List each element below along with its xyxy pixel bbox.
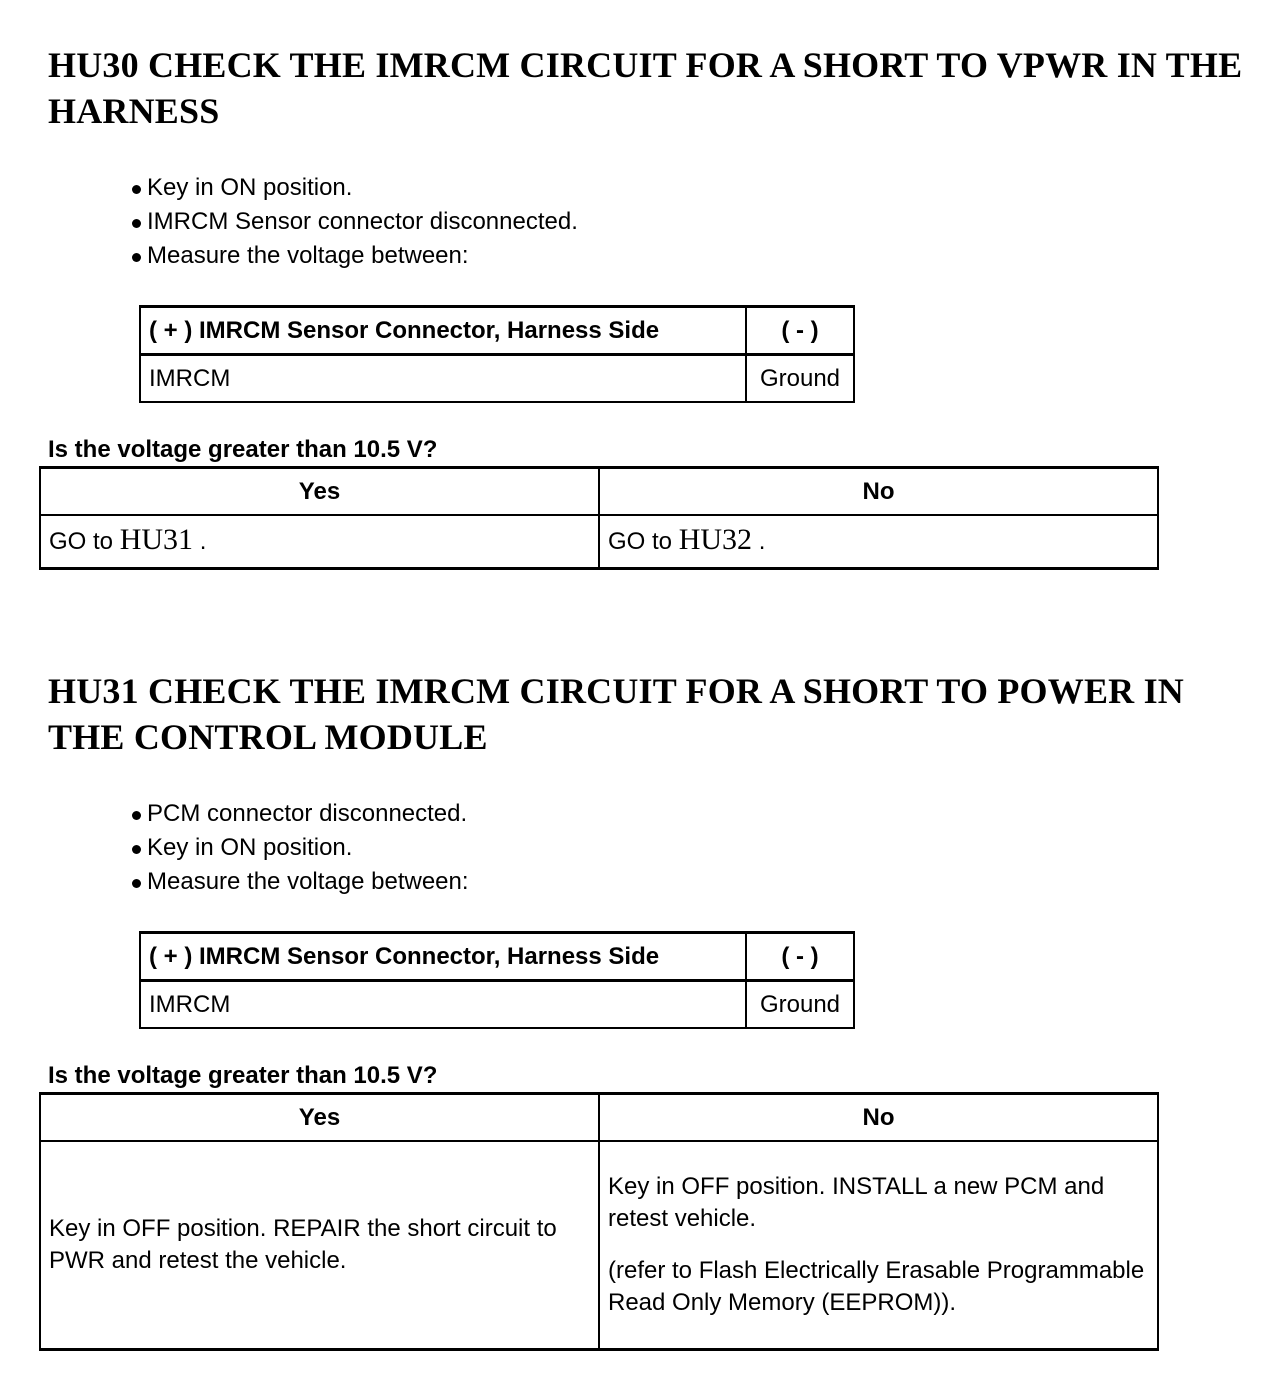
table-header-row: [40, 468, 1158, 516]
measurement-table: [139, 305, 855, 403]
column-header-negative: ( - ): [746, 933, 854, 981]
table-row: [40, 515, 1158, 568]
yes-action: [40, 1141, 599, 1349]
list-item: Measure the voltage between:: [130, 865, 469, 899]
bullet-icon: [132, 185, 141, 194]
measurement-table: [139, 931, 855, 1029]
no-action-text: Key in OFF position. INSTALL a new PCM and retest vehicle.: [608, 1172, 1105, 1232]
list-item: Key in ON position.: [130, 171, 578, 205]
go-to-link-hu31[interactable]: HU31: [119, 523, 194, 557]
cell-positive: IMRCM: [140, 355, 746, 403]
table-header-row: [140, 307, 854, 355]
list-item: Measure the voltage between:: [130, 239, 578, 273]
step-instructions: [130, 797, 469, 899]
decision-table: [39, 466, 1159, 570]
bullet-icon: [132, 879, 141, 888]
cell-negative: Ground: [746, 355, 854, 403]
yes-header: Yes: [40, 468, 599, 516]
decision-question: Is the voltage greater than 10.5 V?: [48, 1062, 438, 1089]
list-item: IMRCM Sensor connector disconnected.: [130, 205, 578, 239]
decision-table: [39, 1092, 1159, 1351]
bullet-icon: [132, 845, 141, 854]
list-item: PCM connector disconnected.: [130, 797, 469, 831]
no-header: No: [599, 468, 1158, 516]
step-instructions: [130, 171, 578, 273]
decision-question: Is the voltage greater than 10.5 V?: [48, 436, 438, 463]
column-header-positive: ( + ) IMRCM Sensor Connector, Harness Side: [140, 307, 746, 355]
bullet-icon: [132, 219, 141, 228]
no-action: [599, 1141, 1158, 1349]
table-row: [140, 355, 854, 403]
go-to-link-hu32[interactable]: HU32: [678, 523, 753, 557]
no-action: GO to HU32 .: [599, 515, 1158, 568]
no-action-note[interactable]: (refer to Flash Electrically Erasable Programmable Read Only Memory (EEPROM)).: [608, 1256, 1145, 1316]
column-header-positive: ( + ) IMRCM Sensor Connector, Harness Side: [140, 933, 746, 981]
column-header-negative: ( - ): [746, 307, 854, 355]
no-header: No: [599, 1094, 1158, 1142]
yes-action-text: Key in OFF position. REPAIR the short circuit to PWR and retest the vehicle.: [49, 1214, 557, 1274]
table-row: [40, 1141, 1158, 1349]
table-header-row: [40, 1094, 1158, 1142]
yes-action: GO to HU31 .: [40, 515, 599, 568]
table-row: [140, 981, 854, 1029]
list-item: Key in ON position.: [130, 831, 469, 865]
cell-positive: IMRCM: [140, 981, 746, 1029]
bullet-icon: [132, 811, 141, 820]
bullet-icon: [132, 253, 141, 262]
step-heading: HU30 CHECK THE IMRCM CIRCUIT FOR A SHORT TO VPWR IN THE HARNESS: [48, 45, 1243, 131]
yes-header: Yes: [40, 1094, 599, 1142]
cell-negative: Ground: [746, 981, 854, 1029]
table-header-row: [140, 933, 854, 981]
step-heading: HU31 CHECK THE IMRCM CIRCUIT FOR A SHORT TO POWER IN THE CONTROL MODULE: [48, 671, 1184, 757]
